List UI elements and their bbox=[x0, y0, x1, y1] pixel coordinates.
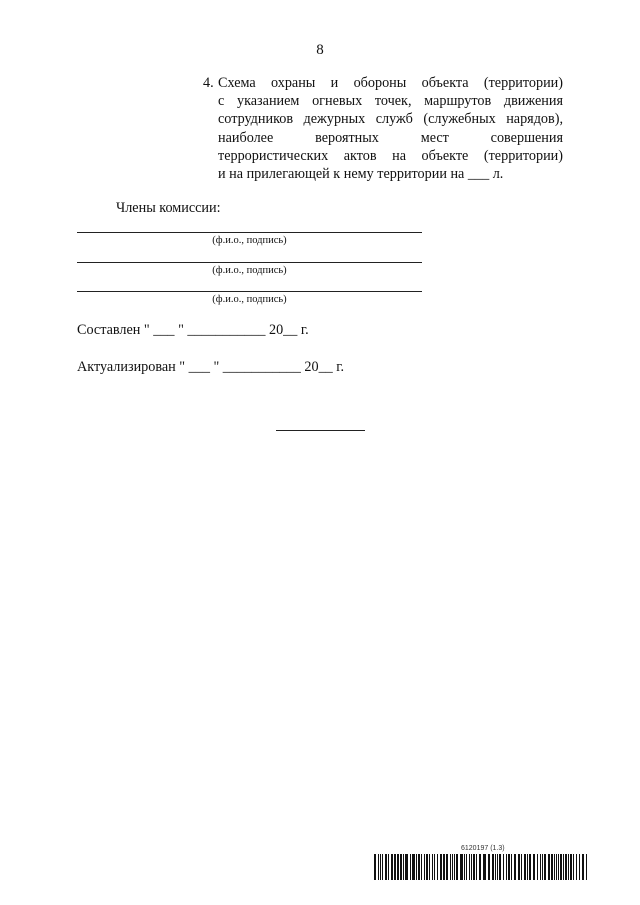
item-text-line: Схема охраны и обороны объекта (территории) bbox=[218, 75, 563, 91]
list-item-4 bbox=[203, 74, 563, 183]
item-text-line: наиболее вероятных мест совершения bbox=[218, 129, 563, 146]
item-number: 4. bbox=[203, 75, 214, 91]
signature-line bbox=[77, 262, 422, 263]
signature-caption: (ф.и.о., подпись) bbox=[212, 294, 287, 305]
signature-caption: (ф.и.о., подпись) bbox=[212, 265, 287, 276]
end-separator bbox=[276, 430, 365, 431]
item-text-line: террористических актов на объекте (территории) bbox=[218, 147, 563, 164]
compiled-date: Составлен " ___ " ___________ 20__ г. bbox=[77, 322, 309, 338]
item-text-line: сотрудников дежурных служб (служебных нарядов), bbox=[218, 111, 563, 128]
signature-line bbox=[77, 232, 422, 233]
signature-line bbox=[77, 291, 422, 292]
item-text-line: с указанием огневых точек, маршрутов движения bbox=[218, 93, 563, 110]
barcode-caption: 6120197 (1.3) bbox=[461, 845, 505, 852]
updated-date: Актуализирован " ___ " ___________ 20__ г. bbox=[77, 359, 345, 375]
barcode bbox=[374, 854, 590, 880]
commission-members-label: Члены комиссии: bbox=[116, 200, 221, 216]
item-text-line: и на прилегающей к нему территории на ___ л. bbox=[218, 165, 504, 182]
item-text bbox=[218, 74, 563, 183]
signature-caption: (ф.и.о., подпись) bbox=[212, 235, 287, 246]
page-number: 8 bbox=[316, 42, 324, 58]
